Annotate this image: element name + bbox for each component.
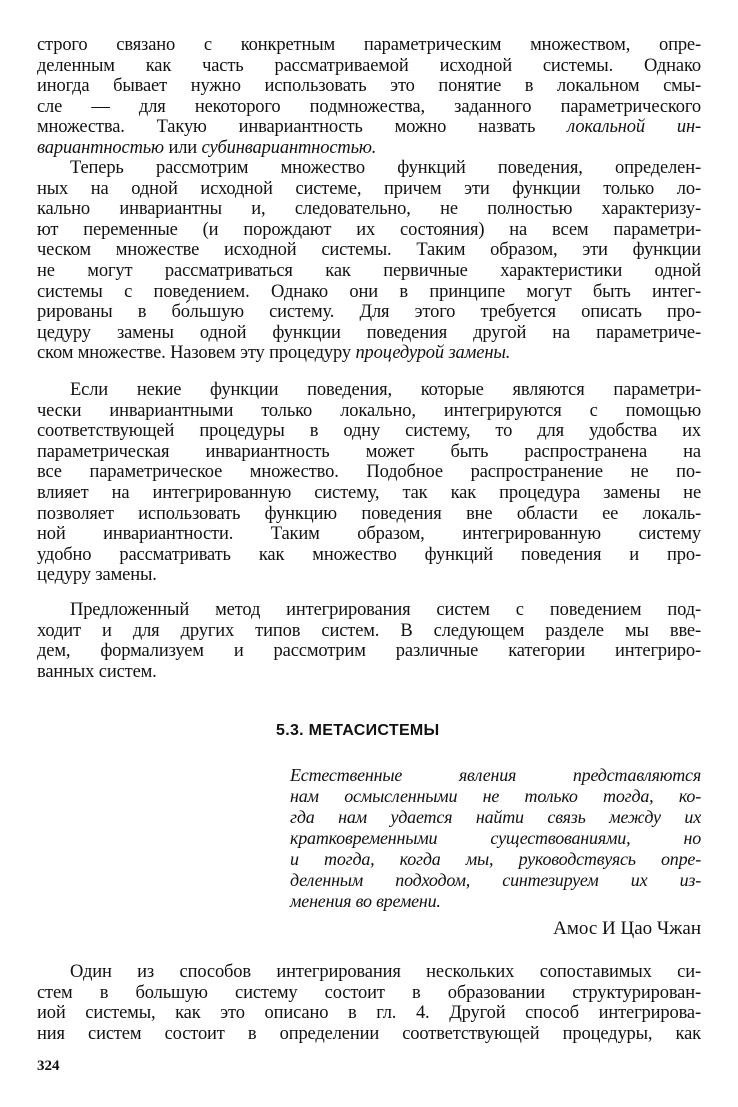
- text-line: [37, 199, 701, 220]
- text-segment: системы с поведением. Однако они в принципе могут быть интег-: [37, 281, 701, 302]
- text-segment: ют переменные (и порождают их состояния) на всем параметри-: [37, 219, 701, 240]
- text-line: [37, 524, 701, 545]
- section-heading: 5.3. МЕТАСИСТЕМЫ: [276, 722, 440, 739]
- text-segment: ной инвариантности. Таким образом, интегрированную систему: [37, 524, 701, 545]
- text-line: [37, 117, 701, 138]
- text-segment: ния систем состоит в определении соответствующей процедуры, как: [37, 1023, 701, 1044]
- epigraph-line: деленным подходом, синтезируем их из-: [290, 870, 701, 890]
- text-segment: ных на одной исходной системе, причем эти функции только ло-: [37, 178, 701, 199]
- paragraph: [37, 962, 701, 1044]
- text-line: [37, 302, 701, 323]
- text-segment: иой системы, как это описано в гл. 4. Другой способ интегрирова-: [37, 1003, 701, 1024]
- text-line: [37, 504, 701, 525]
- text-segment: ском множестве. Назовем эту процедуру: [37, 343, 356, 364]
- paragraph: [37, 158, 701, 364]
- text-line: [37, 220, 701, 241]
- text-segment: не могут рассматриваться как первичные характеристики одной: [37, 260, 701, 281]
- text-line: [37, 35, 701, 56]
- epigraph-line: кратковременными существованиями, но: [290, 828, 701, 848]
- text-segment: параметрическая инвариантность может быть распространена на: [37, 441, 701, 462]
- text-segment: чески инвариантными только локально, интегрируются с помощью: [37, 400, 701, 421]
- text-segment: удобно рассматривать как множество функций поведения и про-: [37, 544, 701, 565]
- text-line: [37, 138, 701, 159]
- epigraph-author: Амос И Цао Чжан: [553, 918, 701, 939]
- text-segment: деленным как часть рассматриваемой исходной системы. Однако: [37, 55, 701, 76]
- text-line: [37, 179, 701, 200]
- text-line: [37, 462, 701, 483]
- text-line: [37, 1003, 701, 1024]
- text-segment: строго связано с конкретным параметрическим множеством, опре-: [37, 35, 701, 55]
- text-line: [37, 565, 701, 586]
- text-segment: все параметрическое множество. Подобное распространение не по-: [37, 462, 701, 483]
- italic-term: локальной ин-: [567, 117, 701, 138]
- text-line: [37, 442, 701, 463]
- text-segment: соответствующей процедуры в одну систему, то для удобства их: [37, 421, 701, 442]
- text-line: [37, 380, 701, 401]
- epigraph-line: гда нам удается найти связь между их: [290, 807, 701, 827]
- text-line: [37, 56, 701, 77]
- text-segment: Если некие функции поведения, которые являются параметри-: [70, 380, 701, 400]
- italic-term: процедурой замены.: [355, 343, 511, 364]
- text-segment: кально инвариантны и, следовательно, не полностью характеризу-: [37, 199, 701, 220]
- text-segment: позволяет использовать функцию поведения вне области ее локаль-: [37, 503, 701, 524]
- text-line: [37, 282, 701, 303]
- page-number: 324: [37, 1058, 60, 1074]
- text-segment: дем, формализуем и рассмотрим различные категории интегриро-: [37, 641, 701, 662]
- text-line: [37, 97, 701, 118]
- text-line: [37, 158, 701, 179]
- text-line: [37, 483, 701, 504]
- text-line: [37, 662, 701, 683]
- text-segment: ходит и для других типов систем. В следующем разделе мы вве-: [37, 620, 701, 641]
- text-line: [37, 240, 701, 261]
- text-segment: цедуру замены одной функции поведения другой на параметриче-: [37, 322, 701, 343]
- text-line: [37, 621, 701, 642]
- text-segment: Теперь рассмотрим множество функций поведения, определен-: [70, 158, 701, 178]
- text-line: [37, 962, 701, 983]
- paragraph: [37, 600, 701, 682]
- text-segment: сле — для некоторого подмножества, заданного параметрического: [37, 96, 701, 117]
- paragraph: [37, 35, 701, 159]
- epigraph: [290, 765, 701, 912]
- epigraph-line: нам осмысленными не только тогда, ко-: [290, 786, 701, 806]
- text-segment: рированы в бо́льшую систему. Для этого требуется описать про-: [37, 302, 701, 323]
- text-segment: Один из способов интегрирования нескольких сопоставимых си-: [70, 962, 701, 982]
- epigraph-line: и тогда, когда мы, руководствуясь опре-: [290, 849, 701, 869]
- text-segment: иногда бывает нужно использовать это понятие в локальном смы-: [37, 76, 701, 97]
- italic-term: субинвариантностью.: [201, 137, 377, 158]
- epigraph-line: Естественные явления представляются: [290, 765, 701, 785]
- text-line: [37, 343, 701, 364]
- text-segment: ческом множестве исходной системы. Таким образом, эти функции: [37, 240, 701, 261]
- text-line: [37, 641, 701, 662]
- text-line: [37, 323, 701, 344]
- text-line: [37, 401, 701, 422]
- text-segment: или: [163, 137, 202, 158]
- text-line: [37, 545, 701, 566]
- text-line: [37, 421, 701, 442]
- text-segment: ванных систем.: [37, 661, 157, 682]
- text-segment: стем в большую систему состоит в образовании структурирован-: [37, 982, 701, 1003]
- text-segment: влияет на интегрированную систему, так как процедура замены не: [37, 482, 701, 503]
- text-segment: множества. Такую инвариантность можно назвать: [37, 117, 568, 138]
- text-line: [37, 983, 701, 1004]
- italic-term: вариантностью: [37, 137, 164, 158]
- epigraph-line: менения во времени.: [290, 891, 441, 911]
- paragraph: [37, 380, 701, 586]
- text-line: [37, 261, 701, 282]
- text-segment: цедуру замены.: [37, 565, 157, 586]
- text-line: [37, 1024, 701, 1045]
- text-line: [37, 76, 701, 97]
- text-segment: Предложенный метод интегрирования систем с поведением под-: [70, 600, 701, 620]
- text-line: [37, 600, 701, 621]
